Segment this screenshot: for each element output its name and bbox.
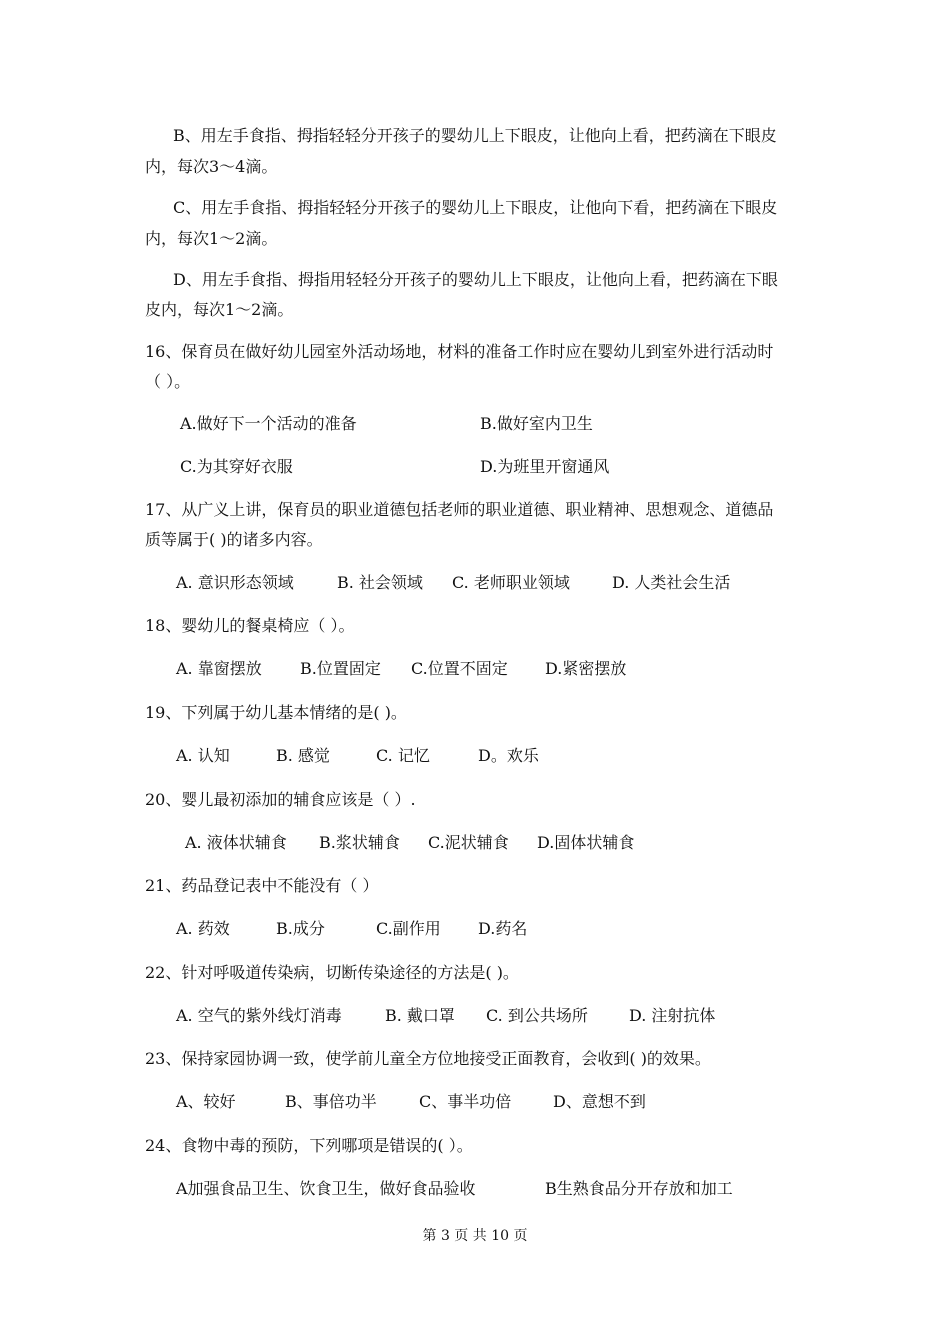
q22-option-a: A. 空气的紫外线灯消毒: [176, 1006, 342, 1025]
q22-option-c: C. 到公共场所: [486, 1006, 588, 1025]
q17-option-b: B. 社会领域: [337, 573, 423, 592]
q21-option-a: A. 药效: [176, 919, 230, 938]
q22-option-b: B. 戴口罩: [385, 1006, 455, 1025]
q23-stem: 23、保持家园协调一致，使学前儿童全方位地接受正面教育，会收到( )的效果。: [145, 1049, 711, 1068]
q18-option-b: B.位置固定: [300, 659, 381, 678]
q23-option-b: B、事倍功半: [285, 1092, 377, 1111]
q15-option-d-line1: D、用左手食指、拇指用轻轻分开孩子的婴幼儿上下眼皮，让他向上看，把药滴在下眼: [173, 270, 778, 289]
q19-option-d: D。欢乐: [478, 746, 539, 765]
q20-option-d: D.固体状辅食: [537, 833, 635, 852]
q24-option-b: B生熟食品分开存放和加工: [545, 1179, 733, 1198]
q23-option-c: C、事半功倍: [419, 1092, 512, 1111]
q16-option-b: B.做好室内卫生: [480, 414, 593, 433]
q20-option-a: A. 液体状辅食: [185, 833, 287, 852]
q19-stem: 19、下列属于幼儿基本情绪的是( )。: [145, 703, 407, 722]
q15-option-c-line2: 内，每次1～2滴。: [145, 229, 278, 248]
q18-option-c: C.位置不固定: [411, 659, 508, 678]
q17-option-a: A. 意识形态领域: [176, 573, 294, 592]
q16-option-d: D.为班里开窗通风: [480, 457, 610, 476]
q17-option-d: D. 人类社会生活: [612, 573, 731, 592]
q15-option-b-line1: B、用左手食指、拇指轻轻分开孩子的婴幼儿上下眼皮，让他向上看，把药滴在下眼皮: [173, 126, 777, 145]
q17-stem-line2: 质等属于( )的诸多内容。: [145, 530, 323, 549]
q15-option-d-line2: 皮内，每次1～2滴。: [145, 300, 294, 319]
q19-option-b: B. 感觉: [276, 746, 330, 765]
q20-stem: 20、婴儿最初添加的辅食应该是（ ）.: [145, 790, 416, 809]
q19-option-c: C. 记忆: [376, 746, 430, 765]
q16-stem-line2: （ ）。: [145, 372, 191, 391]
q18-option-d: D.紧密摆放: [545, 659, 627, 678]
q21-option-d: D.药名: [478, 919, 528, 938]
q22-option-d: D. 注射抗体: [629, 1006, 716, 1025]
page-footer: 第 3 页 共 10 页: [422, 1228, 528, 1244]
q21-option-c: C.副作用: [376, 919, 441, 938]
q19-option-a: A. 认知: [176, 746, 230, 765]
q24-stem: 24、食物中毒的预防，下列哪项是错误的( ）。: [145, 1136, 473, 1155]
q21-option-b: B.成分: [276, 919, 325, 938]
q16-stem-line1: 16、保育员在做好幼儿园室外活动场地，材料的准备工作时应在婴幼儿到室外进行活动时: [145, 342, 774, 361]
q16-option-a: A.做好下一个活动的准备: [180, 414, 357, 433]
q23-option-d: D、意想不到: [553, 1092, 646, 1111]
q18-stem: 18、婴幼儿的餐桌椅应（ ）。: [145, 616, 355, 635]
q22-stem: 22、针对呼吸道传染病，切断传染途径的方法是( )。: [145, 963, 519, 982]
q24-option-a: A加强食品卫生、饮食卫生，做好食品验收: [176, 1179, 476, 1198]
q23-option-a: A、较好: [176, 1092, 236, 1111]
q20-option-b: B.浆状辅食: [319, 833, 400, 852]
q17-option-c: C. 老师职业领域: [452, 573, 570, 592]
q16-option-c: C.为其穿好衣服: [180, 457, 293, 476]
q18-option-a: A. 靠窗摆放: [176, 659, 262, 678]
q15-option-c-line1: C、用左手食指、拇指轻轻分开孩子的婴幼儿上下眼皮，让他向下看，把药滴在下眼皮: [173, 198, 778, 217]
q17-stem-line1: 17、从广义上讲，保育员的职业道德包括老师的职业道德、职业精神、思想观念、道德品: [145, 500, 774, 519]
q20-option-c: C.泥状辅食: [428, 833, 509, 852]
q15-option-b-line2: 内，每次3～4滴。: [145, 157, 278, 176]
q21-stem: 21、药品登记表中不能没有（ ）: [145, 876, 379, 895]
